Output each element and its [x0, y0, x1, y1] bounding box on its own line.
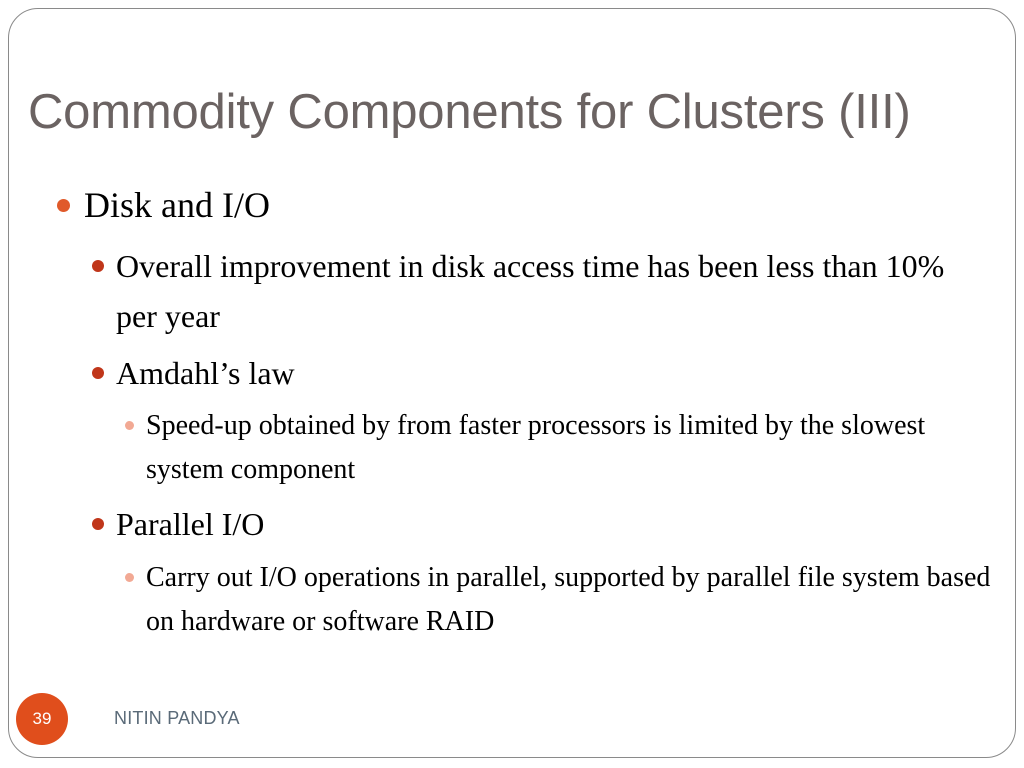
- bullet-disk-access-improvement: [116, 241, 976, 341]
- bullet-text: Disk and I/O: [84, 185, 270, 225]
- bullet-parallel-io: [116, 499, 976, 549]
- bullet-text: Amdahl’s law: [116, 355, 295, 391]
- bullet-parallel-operations: [146, 556, 996, 644]
- bullet-dot-icon: [125, 573, 134, 582]
- bullet-disk-and-io: [84, 183, 270, 227]
- bullet-dot-icon: [92, 260, 104, 272]
- bullet-dot-icon: [92, 367, 104, 379]
- footer-author: NITIN PANDYA: [114, 708, 240, 728]
- bullet-speed-up: [146, 404, 996, 492]
- slide-title: Commodity Components for Clusters (III): [28, 85, 911, 139]
- bullet-text: Speed-up obtained by from faster processors is limited by the slowest system component: [146, 410, 926, 485]
- bullet-text: Parallel I/O: [116, 506, 265, 542]
- bullet-text: Overall improvement in disk access time has been less than 10% per year: [116, 248, 945, 334]
- bullet-dot-icon: [57, 199, 70, 212]
- bullet-text: Carry out I/O operations in parallel, supported by parallel file system based on hardware or software RAID: [146, 562, 991, 637]
- bullet-dot-icon: [125, 421, 134, 430]
- page-number-badge: 39: [16, 693, 68, 745]
- bullet-dot-icon: [92, 518, 104, 530]
- bullet-amdahls-law: [116, 348, 976, 398]
